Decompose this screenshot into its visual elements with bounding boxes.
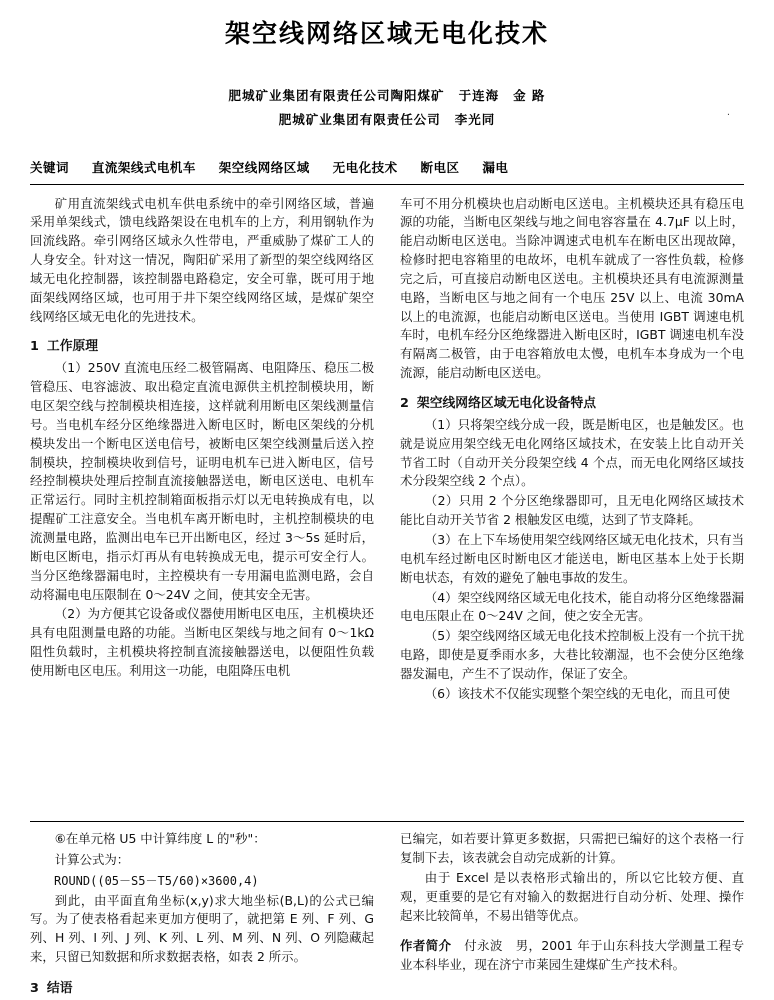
section-number: 2	[400, 395, 409, 411]
keywords-row	[30, 158, 744, 176]
section-number: 3	[30, 981, 39, 996]
footer-left-column	[30, 830, 374, 996]
two-column-body	[30, 195, 744, 705]
left-column	[30, 195, 374, 705]
formula-label: 计算公式为：	[54, 852, 130, 868]
header-divider	[30, 184, 744, 185]
list-item: ⑥在单元格 U5 中计算纬度 L 的"秒"：	[54, 831, 266, 847]
paragraph: （6）该技术不仅能实现整个架空线的无电化，而且可使	[424, 685, 731, 701]
paragraph: （2）为方便其它设备或仪器使用断电区电压，主机模块还具有电阻测量电路的功能。当断电区架线与地之间有 0～1kΩ阻性负载时，主机模块将控制直流接触器送电，以便阻性负载使用断电区电压。利用这一功能，电阻降压电机	[30, 606, 374, 678]
section-title: 架空线网络区域无电化设备特点	[416, 395, 597, 411]
paragraph: （5）架空线网络区域无电化技术控制板上没有一个抗干扰电路，即使是夏季雨水多，大巷比较潮湿，也不会使分区绝缘器发漏电，产生不了误动作，保证了安全。	[400, 628, 744, 681]
page-title: 架空线网络区域无电化技术	[224, 19, 549, 48]
right-column	[400, 195, 744, 705]
footer-article	[30, 821, 744, 996]
affiliation-1: 肥城矿业集团有限责任公司陶阳煤矿	[228, 88, 445, 103]
author-bio-label: 作者简介	[400, 938, 452, 954]
keyword-item: 架空线网络区域	[218, 159, 310, 175]
keyword-item: 直流架线式电机车	[91, 159, 196, 175]
keyword-item: 漏电	[482, 159, 509, 175]
section-title: 结语	[46, 981, 73, 996]
affiliation-2: 肥城矿业集团有限责任公司	[278, 111, 441, 127]
keyword-item: 无电化技术	[332, 159, 398, 175]
keyword-item: 断电区	[420, 159, 460, 175]
paragraph: （3）在上下车场使用架空线网络区域无电化技术，只有当电机车经过断电区时断电区才能送电，断电区基本上处于长期断电状态，有效的避免了触电事故的发生。	[400, 532, 744, 585]
paragraph: 到此，由平面直角坐标(x,y)求大地坐标(B,L)的公式已编写。为了使表格看起来更加方便明了，就把第 E 列、F 列、G 列、H 列、I 列、J 列、K 列、L 列、M 列、N 列、O 列隐藏起来，只留已知数据和所求数据表格，如表 2 所示。	[30, 892, 374, 965]
author-name-3: 李光同	[454, 111, 496, 127]
paragraph: （2）只用 2 个分区绝缘器即可，且无电化网络区域技术能比自动开关节省 2 根触发区电缆，达到了节支降耗。	[400, 493, 744, 528]
paragraph: 矿用直流架线式电机车供电系统中的牵引网络区域，普遍采用单架线式，馈电线路架设在电机车的上方，利用钢轨作为回流线路。牵引网络区域永久性带电，严重威胁了煤矿工人的人身安全。针对这一情况，陶阳矿采用了新型的架空线网络区域无电化控制器，该控制器电路稳定，安全可靠，既可用于地面架线网络区域，也可用于井下架空线网络区域，是煤矿架空线网络区域无电化的先进技术。	[30, 195, 374, 324]
section-title: 工作原理	[46, 339, 99, 355]
formula-expression: ROUND((05－S5－T5/60)×3600,4)	[54, 873, 259, 888]
paragraph: 车可不用分机模块也启动断电区送电。主机模块还具有稳压电源的功能，当断电区架线与地之间电容容量在 4.7μF 以上时，能启动断电区送电。当除冲调速式电机车在断电区出现故障，检修时把电容箱里的电故坏，电机车就成了一容性负载，检修完之后，可直接启动断电区送电。主机模块还具有电流源测量电路，当断电区与地之间有一个电压 25V 以上、电流 30mA 以上的电流源，也能启动断电区送电。当使用 IGBT 调速电机车时，电机车经分区绝缘器进入断电区时，IGBT 调速电机车没有隔离二极管，由于电容箱放电太慢，电机车本身成为一个电流源，能启动断电区送电。	[400, 195, 744, 381]
corner-mark: ·	[726, 110, 730, 121]
section-heading-1	[30, 335, 374, 354]
keywords-label: 关键词	[30, 159, 70, 175]
paragraph: 已编完，如若要计算更多数据，只需把已编好的这个表格一行复制下去，该表就会自动完成新的计算。	[400, 831, 744, 866]
author-bio-text: 付永波 男，2001 年于山东科技大学测量工程专业本科毕业，现在济宁市莱园生建煤矿生产技术科。	[400, 938, 744, 973]
footer-right-column	[400, 830, 744, 996]
section-heading-2	[400, 392, 744, 411]
paragraph: （4）架空线网络区域无电化技术，能自动将分区绝缘器漏电电压限止在 0～24V 之间，使之安全无害。	[400, 589, 744, 624]
paragraph: （1）只将架空线分成一段，既是断电区，也是触发区。也就是说应用架空线无电化网络区域技术，在安装上比自动开关节省工时（自动开关分段架空线 4 个点，而无电化网络区域技术分段架空线 2 个点）。	[400, 416, 744, 489]
author-block	[30, 84, 744, 132]
section-number: 1	[30, 339, 39, 355]
paragraph: （1）250V 直流电压经二极管隔离、电阻降压、稳压二极管稳压、电容滤波、取出稳定直流电源供主机控制模块用，断电区架空线与控制模块相连接，这样就利用断电区架线测量信号。当电机车经分区绝缘器进入断电区时，断电区架线的分机模块发出一个断电区送电信号，被断电区架空线测量后送入控制模块，控制模块收到信号，证明电机车已进入断电区，信号经控制模块处理后控制直流接触器送电，断电区送电、电机车正常运行。同时主机控制箱面板指示灯以无电转换成有电，以提醒矿工注意安全。当电机车离开断电时，主机控制模块的电流测量电路，监测出电车已开出断电区，经过 3～5s 延时后，断电区断电，指示灯再从有电转换成无电，提示可安全行人。当分区绝缘器漏电时，主控模块有一专用漏电监测电路，会自动将漏电电压限制在 0～24V 之间，使其安全无害。	[30, 360, 374, 602]
footer-divider	[30, 821, 744, 822]
paragraph: 由于 Excel 是以表格形式输出的，所以它比较方便、直观，更重要的是它有对输入的数据进行自动分析、处理、操作起来比较简单，不易出错等优点。	[400, 869, 744, 923]
author-bio	[400, 937, 744, 975]
author-line-2	[30, 108, 744, 132]
author-line-1	[30, 84, 744, 108]
footer-columns	[30, 830, 744, 996]
section-heading-3	[30, 977, 374, 996]
author-name-1: 于连海	[458, 88, 500, 103]
author-name-2: 金 路	[513, 88, 546, 103]
